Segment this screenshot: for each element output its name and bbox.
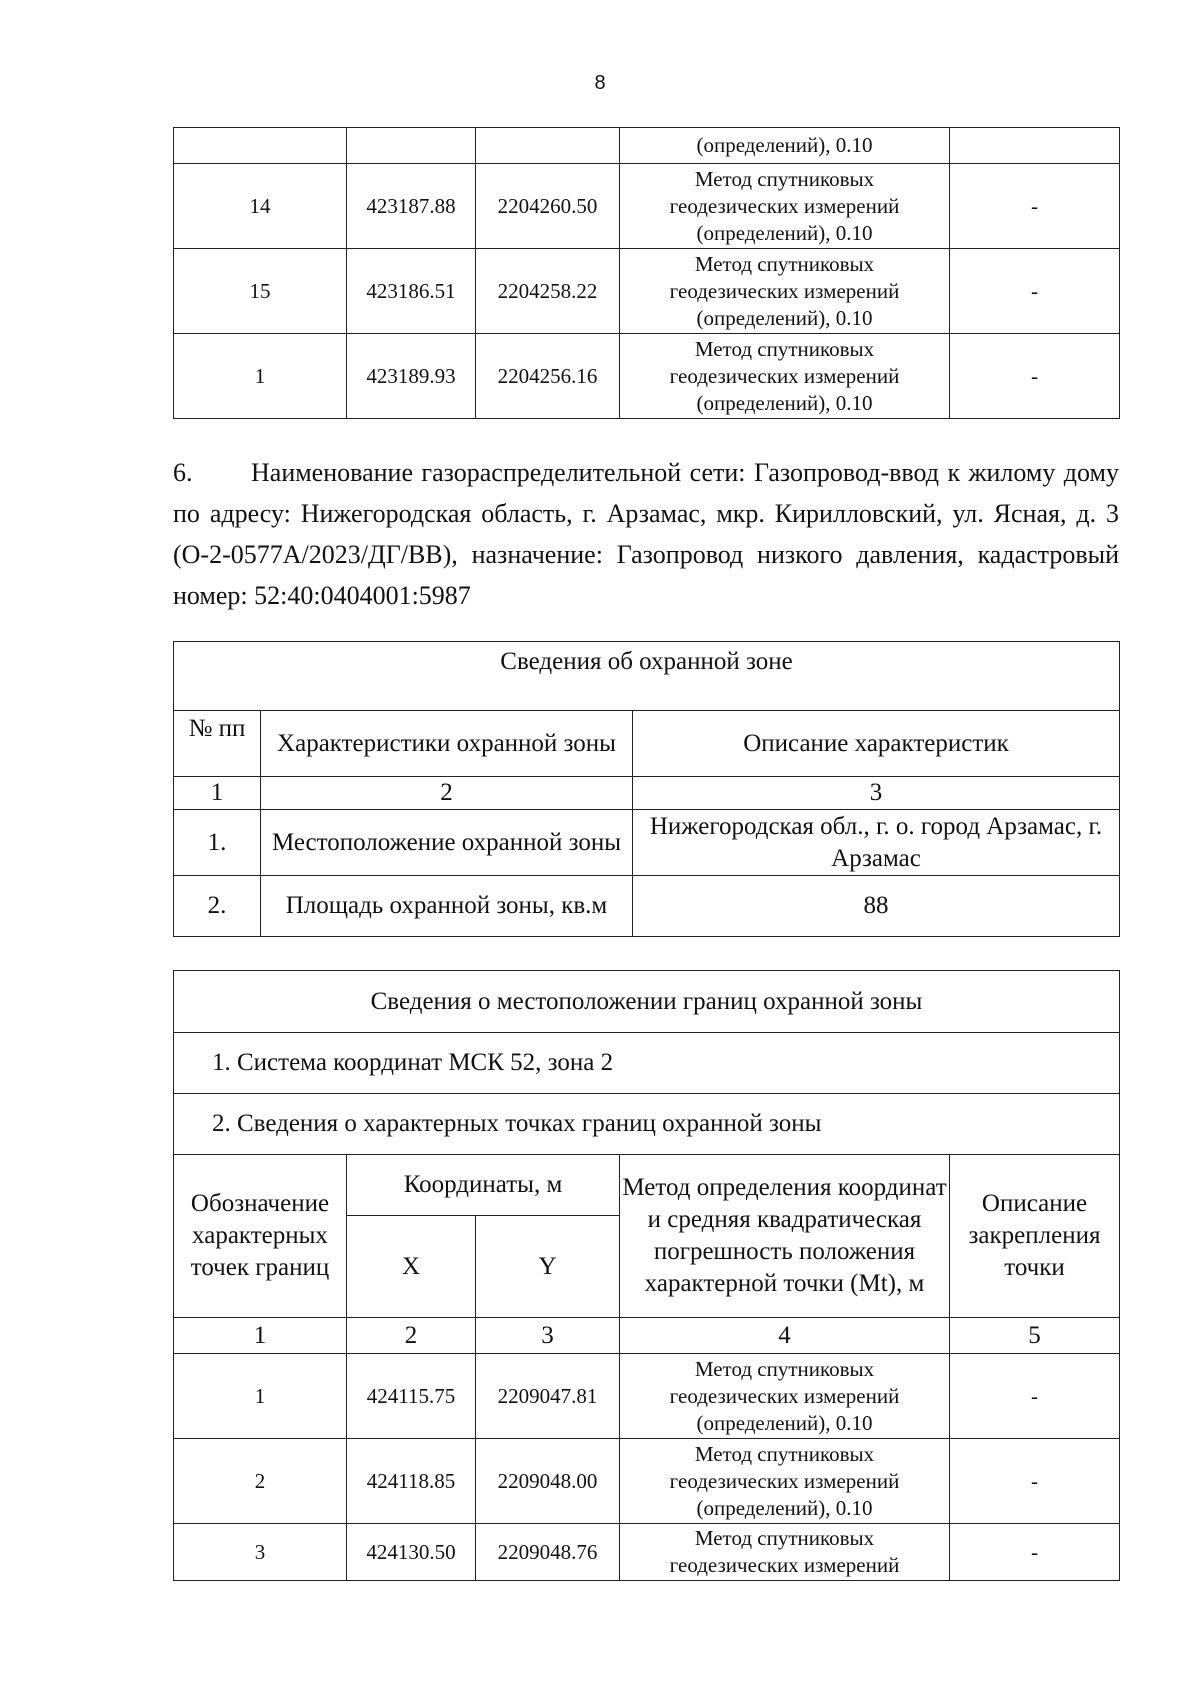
- y-cell: 2209048.76: [476, 1524, 620, 1581]
- row-characteristic: Местоположение охранной зоны: [261, 810, 633, 876]
- row-description: Нижегородская обл., г. о. город Арзамас, г. Арзамас: [633, 810, 1120, 876]
- table-row: [174, 971, 1120, 1033]
- coordinate-system: 1. Система координат МСК 52, зона 2: [174, 1033, 1120, 1094]
- section-paragraph: [173, 452, 1119, 616]
- header-point: Обозначение характерных точек границ: [174, 1155, 347, 1318]
- table-row: [174, 164, 1120, 249]
- table-row: [174, 1354, 1120, 1439]
- table-row: [174, 1033, 1120, 1094]
- row-description: 88: [633, 876, 1120, 937]
- y-cell: 2204258.22: [476, 249, 620, 334]
- header-coordinates: Координаты, м: [347, 1155, 620, 1216]
- table-row: [174, 642, 1120, 711]
- row-characteristic: Площадь охранной зоны, кв.м: [261, 876, 633, 937]
- header-y: Y: [476, 1216, 620, 1318]
- table-header-row: [174, 711, 1120, 777]
- protection-zone-table: [173, 641, 1120, 937]
- header-desc: Описание закрепления точки: [950, 1155, 1120, 1318]
- row-num: 1.: [174, 810, 261, 876]
- table-row: [174, 128, 1120, 164]
- header-x: X: [347, 1216, 476, 1318]
- column-numbers-row: 1 2 3 4 5: [174, 1318, 1120, 1354]
- x-cell: 423187.88: [347, 164, 476, 249]
- header-characteristic: Характеристики охранной зоны: [261, 711, 633, 777]
- coordinates-table-continued: [173, 127, 1120, 419]
- point-cell: 3: [174, 1524, 347, 1581]
- point-cell: 1: [174, 334, 347, 419]
- table-header-row: [174, 1155, 1120, 1216]
- method-cell: Метод спутниковых геодезических измерений (определений), 0.10: [620, 334, 950, 419]
- table-row: [174, 1094, 1120, 1155]
- section-text: Наименование газораспределительной сети: Газопровод-ввод к жилому дому по адресу: Нижегородская область, г. Арзамас, мкр. Кирилловский, ул. Ясная, д. 3 (О-2-0577А/2023/ДГ/ВВ), назначение: Газопровод низкого давления, кадастровый номер: 52:40:0404001:5987: [173, 458, 1119, 610]
- zone-table-title: Сведения об охранной зоне: [174, 642, 1120, 711]
- table-row: [174, 1439, 1120, 1524]
- y-cell: 2204260.50: [476, 164, 620, 249]
- header-method: Метод определения координат и средняя квадратическая погрешность положения характерной точки (Mt), м: [620, 1155, 950, 1318]
- x-cell: 424130.50: [347, 1524, 476, 1581]
- x-cell: 424115.75: [347, 1354, 476, 1439]
- desc-cell: -: [950, 249, 1120, 334]
- header-num: № пп: [174, 711, 261, 777]
- table-row: [174, 810, 1120, 876]
- x-cell: 423186.51: [347, 249, 476, 334]
- point-cell: 15: [174, 249, 347, 334]
- method-cell: (определений), 0.10: [620, 128, 950, 164]
- coords-table-title: Сведения о местоположении границ охранной зоны: [174, 971, 1120, 1033]
- header-description: Описание характеристик: [633, 711, 1120, 777]
- method-cell: Метод спутниковых геодезических измерений (определений), 0.10: [620, 164, 950, 249]
- table-row: [174, 876, 1120, 937]
- page-number: 8: [594, 72, 606, 94]
- desc-cell: -: [950, 1439, 1120, 1524]
- method-cell: Метод спутниковых геодезических измерений (определений), 0.10: [620, 249, 950, 334]
- point-cell: 14: [174, 164, 347, 249]
- method-cell: Метод спутниковых геодезических измерений (определений), 0.10: [620, 1439, 950, 1524]
- desc-cell: -: [950, 1354, 1120, 1439]
- points-title: 2. Сведения о характерных точках границ охранной зоны: [174, 1094, 1120, 1155]
- table-row: [174, 334, 1120, 419]
- y-cell: 2209047.81: [476, 1354, 620, 1439]
- table-row: [174, 249, 1120, 334]
- x-cell: 424118.85: [347, 1439, 476, 1524]
- point-cell: 2: [174, 1439, 347, 1524]
- section-number: 6.: [173, 458, 193, 487]
- desc-cell: -: [950, 164, 1120, 249]
- row-num: 2.: [174, 876, 261, 937]
- method-cell: Метод спутниковых геодезических измерений (определений), 0.10: [620, 1354, 950, 1439]
- x-cell: 423189.93: [347, 334, 476, 419]
- column-numbers-row: 1 2 3: [174, 777, 1120, 810]
- method-cell: Метод спутниковых геодезических измерений: [620, 1524, 950, 1581]
- table-row: [174, 1524, 1120, 1581]
- y-cell: 2209048.00: [476, 1439, 620, 1524]
- desc-cell: -: [950, 334, 1120, 419]
- y-cell: 2204256.16: [476, 334, 620, 419]
- point-cell: 1: [174, 1354, 347, 1439]
- boundary-coordinates-table: [173, 970, 1120, 1581]
- desc-cell: -: [950, 1524, 1120, 1581]
